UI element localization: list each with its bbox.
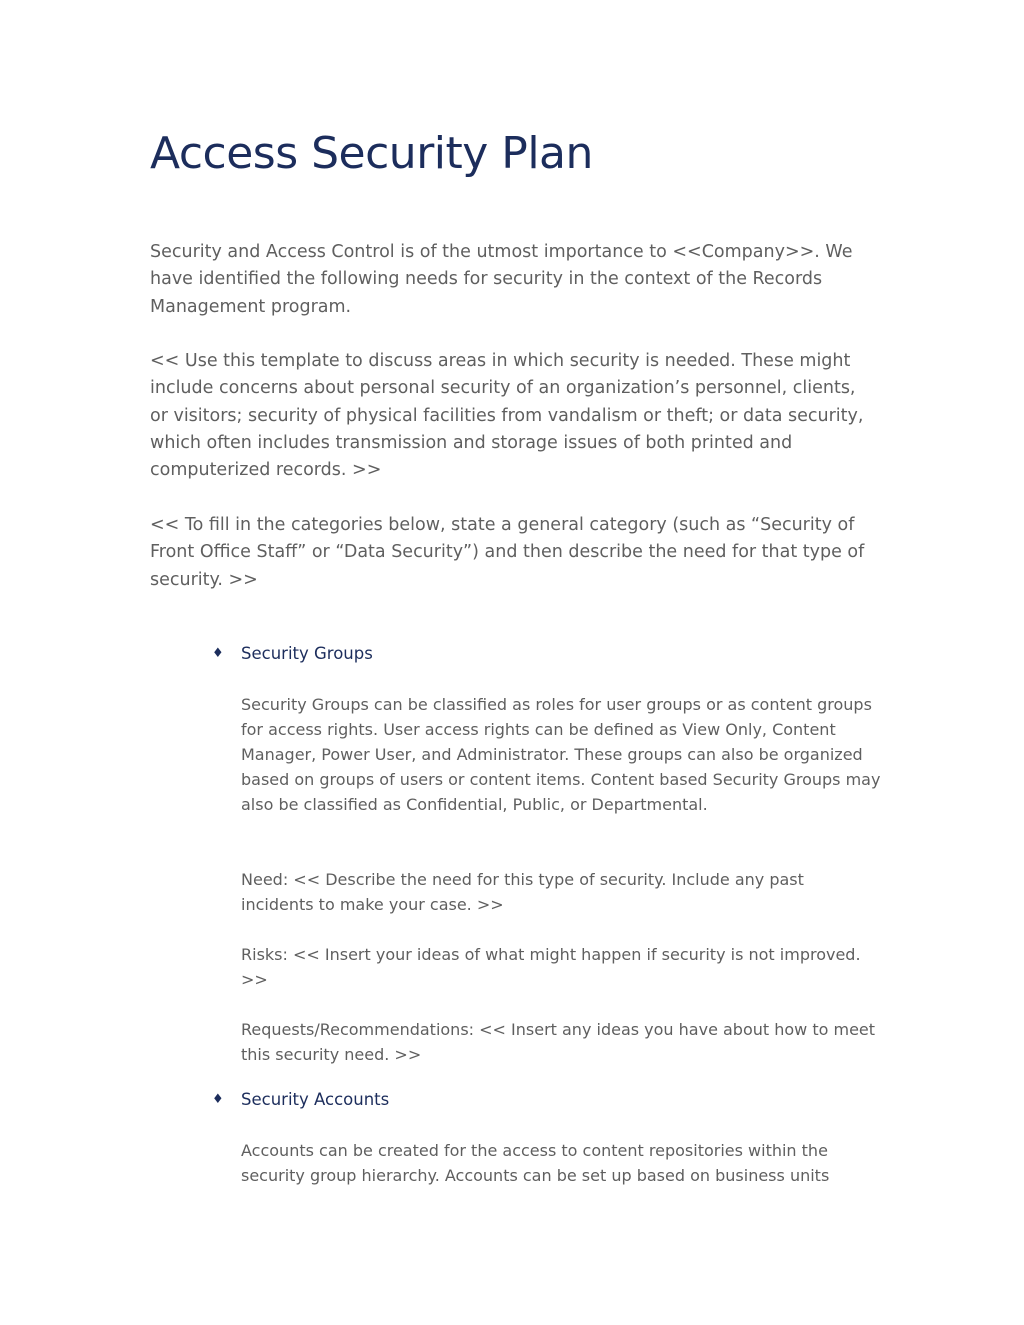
- section-risks: Risks: << Insert your ideas of what might happen if security is not improved. >>: [241, 945, 861, 989]
- template-instructions-paragraph: << Use this template to discuss areas in which security is needed. These might include concerns about personal security of an organization’s personnel, clients, or visitors; security of physical facilities from vandalism or theft; or data security, which often includes transmission and storage issues of both printed and computerized records. >>: [150, 351, 864, 481]
- section-description: Security Groups can be classified as roles for user groups or as content groups for access rights. User access rights can be defined as View Only, Content Manager, Power User, and Administrator. These groups can also be organized based on groups of users or content items. Content based Security Groups may also be classified as Confidential, Public, or Departmental.: [241, 695, 881, 814]
- diamond-bullet-icon: ♦: [212, 1092, 224, 1107]
- page-title: Access Security Plan: [150, 128, 593, 179]
- intro-paragraph: Security and Access Control is of the utmost importance to <<Company>>. We have identified the following needs for security in the context of the Records Management program.: [150, 242, 853, 317]
- section-heading-security-groups: Security Groups: [241, 644, 373, 663]
- diamond-bullet-icon: ♦: [212, 646, 224, 661]
- category-instructions-paragraph: << To fill in the categories below, state a general category (such as “Security of Front Office Staff” or “Data Security”) and then describe the need for that type of security. >>: [150, 515, 865, 590]
- section-need: Need: << Describe the need for this type of security. Include any past incidents to make your case. >>: [241, 870, 804, 914]
- section-description: Accounts can be created for the access to content repositories within the security group hierarchy. Accounts can be set up based on business units: [241, 1141, 830, 1185]
- section-heading-security-accounts: Security Accounts: [241, 1090, 390, 1109]
- section-requests: Requests/Recommendations: << Insert any ideas you have about how to meet this security need. >>: [241, 1020, 876, 1064]
